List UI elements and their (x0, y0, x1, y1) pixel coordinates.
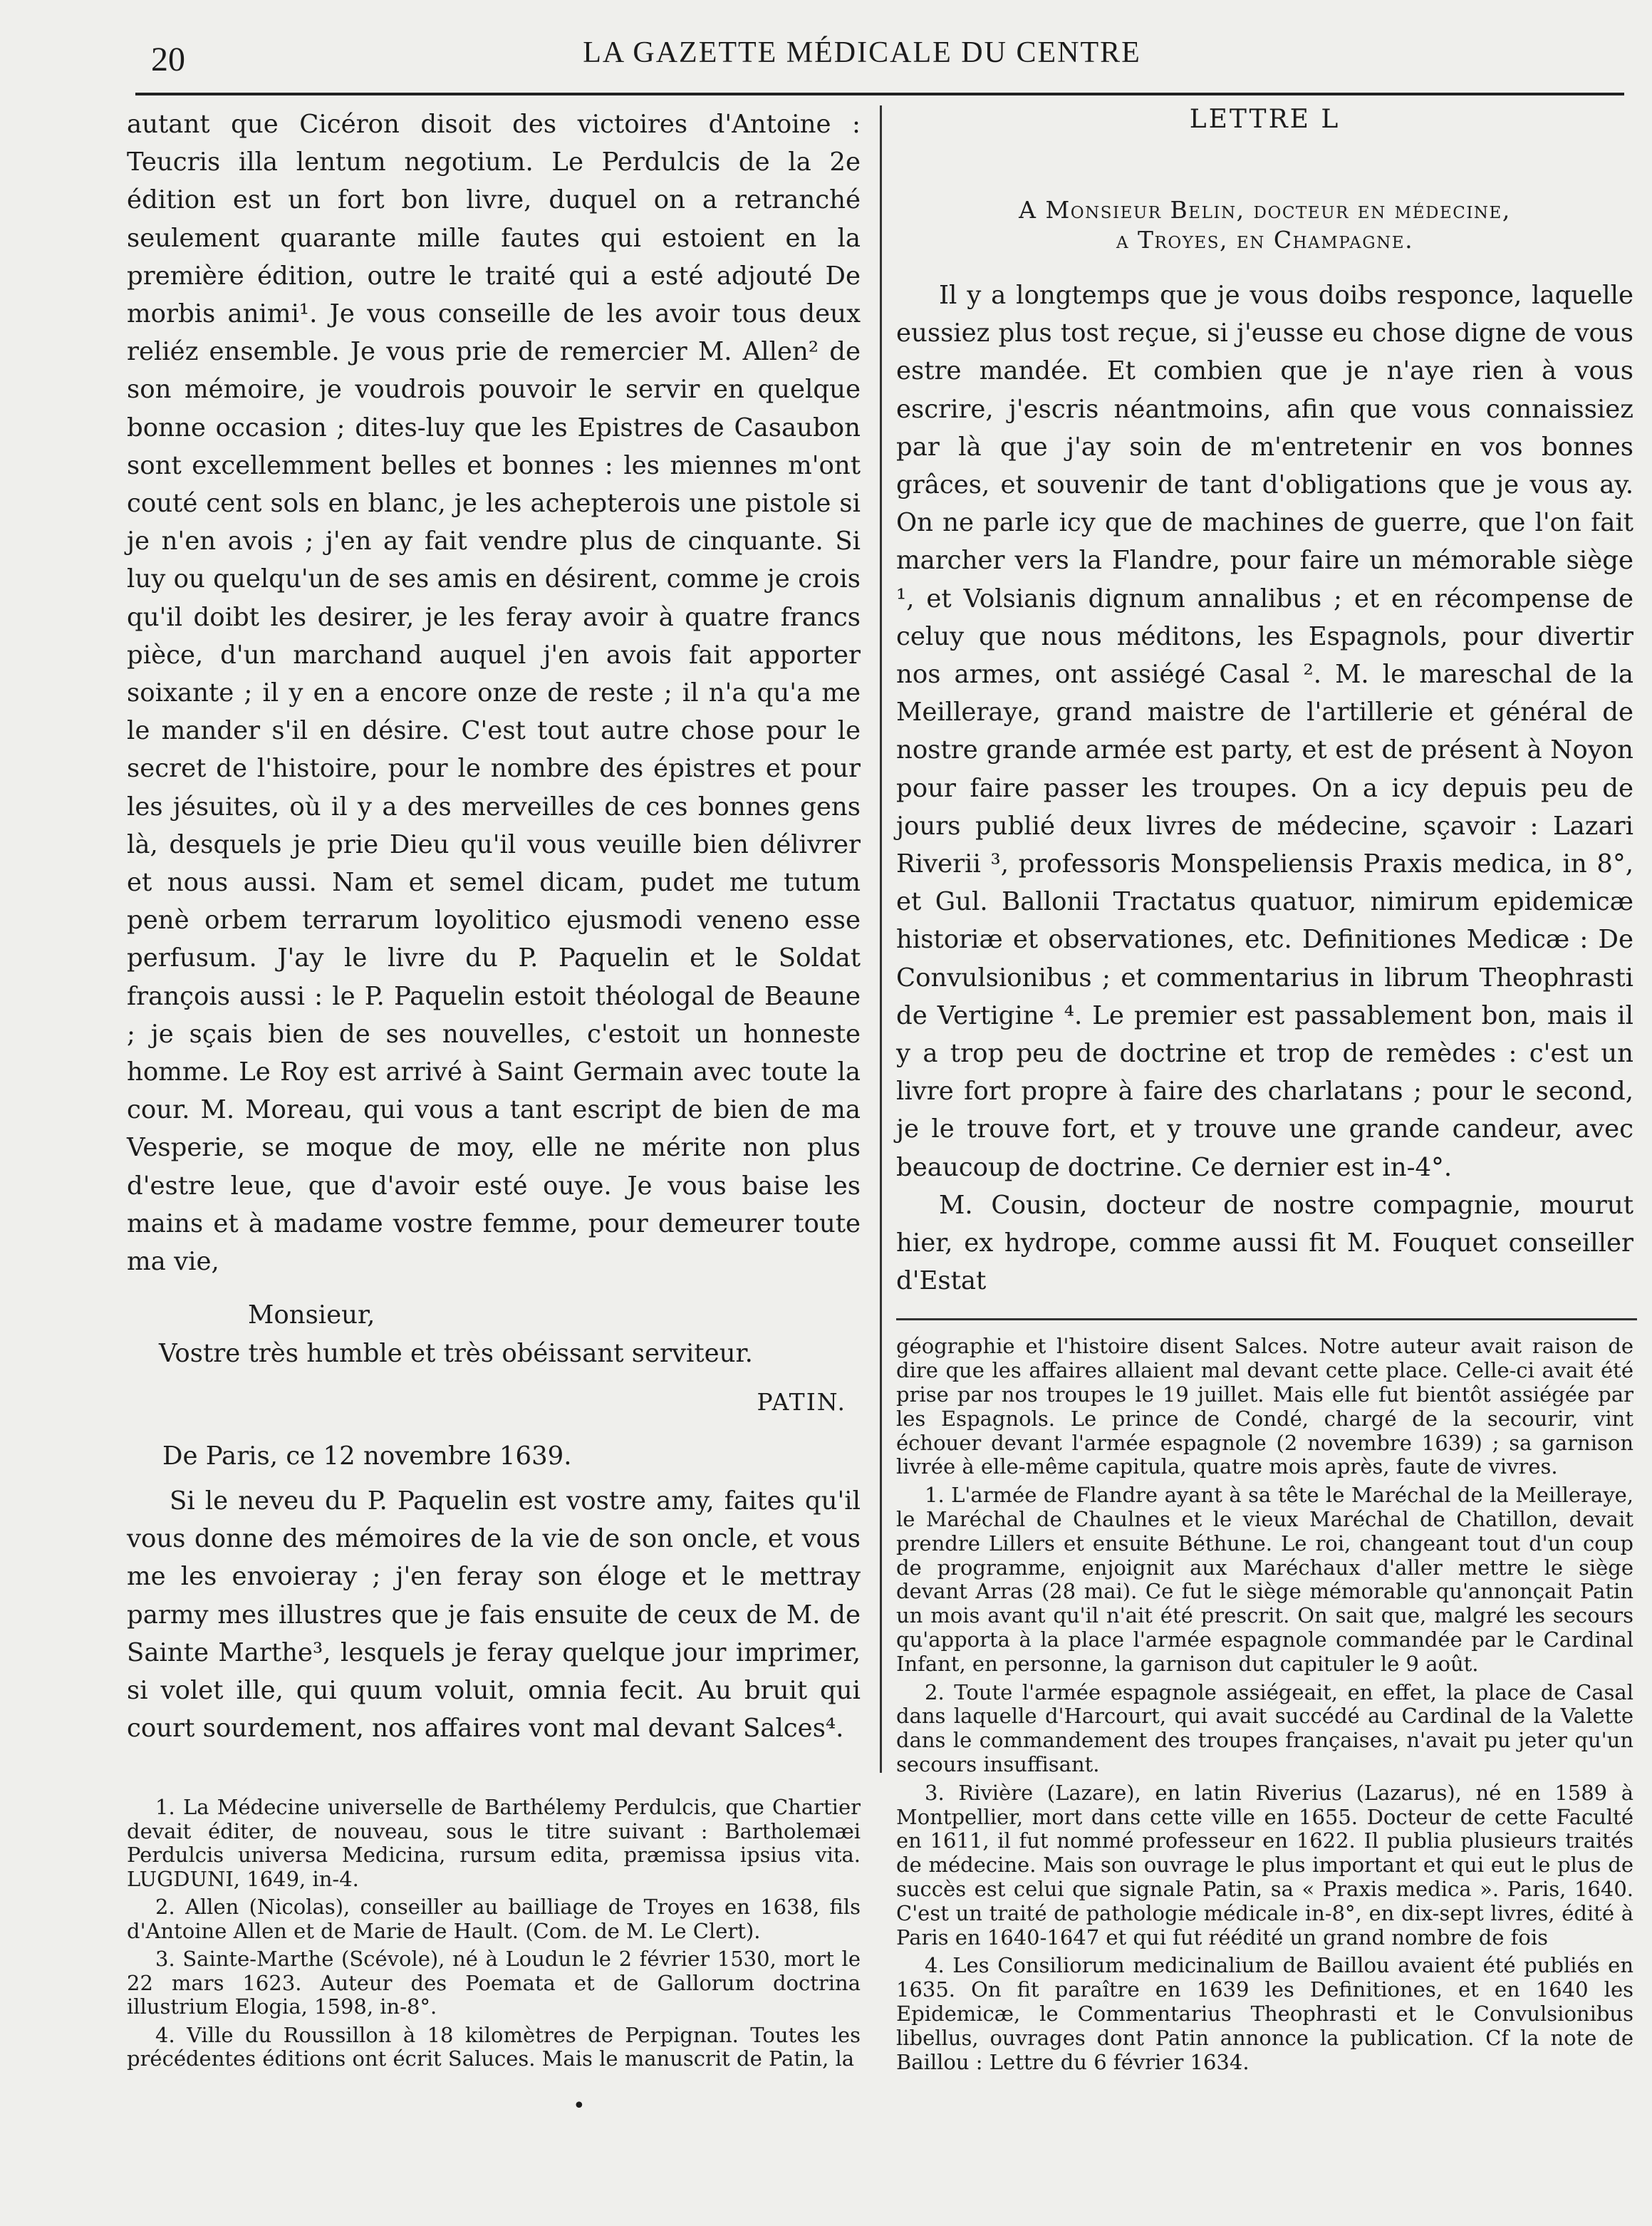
footnote: 2. Toute l'armée espagnole assiégeait, en effet, la place de Casal dans laquelle d'Harcourt, qui avait succédé au Cardinal de la Valette dans le commandement des troupes françaises, n'avait pu jeter qu'un secours insuffisant. (896, 1679, 1633, 1777)
footnote: 4. Les Consiliorum medicinalium de Baillou avaient été publiés en 1635. On fit paraître en 1639 les Definitiones, et en 1640 les Epidemicæ, le Commentarius Theophrasti et le Convulsionibus libellus, ouvrages dont Patin annonce la publication. Cf la note de Baillou : Lettre du 6 février 1634. (896, 1953, 1633, 2074)
right-column (896, 105, 1633, 2079)
footnote: 3. Sainte-Marthe (Scévole), né à Loudun le 2 février 1530, mort le 22 mars 1623. Auteur des Poemata et de Gallorum doctrina illustrium Elogia, 1598, in-8°. (127, 1947, 861, 2019)
right-footnotes (896, 1335, 1633, 2074)
page-number: 20 (151, 41, 185, 78)
header-rule (135, 93, 1624, 95)
footnote: 2. Allen (Nicolas), conseiller au bailliage de Troyes en 1638, fils d'Antoine Allen et de Marie de Hault. (Com. de M. Le Clert). (127, 1895, 861, 1943)
footnote: 3. Rivière (Lazare), en latin Riverius (Lazarus), né en 1589 à Montpellier, mort dans cette ville en 1655. Docteur de cette Faculté en 1611, il fut nommé professeur en 1622. Il publia plusieurs traités de médecine. Mais son ouvrage le plus important et qui eut le plus de succès est celui que signale Patin, sa « Praxis medica ». Paris, 1640. C'est un traité de pathologie médicale in-8°, en dix-sept livres, édité à Paris en 1640-1647 et qui fut réédité un grand nombre de fois (896, 1780, 1633, 1950)
left-footnotes (127, 1796, 861, 2071)
footnote: 1. La Médecine universelle de Barthélemy Perdulcis, que Chartier devait éditer, de nouveau, sous le titre suivant : Bartholemæi Perdulcis universa Medicina, rursum edita, præmissa ipsius vita. LUGDUNI, 1649, in-4. (127, 1795, 861, 1891)
left-column (127, 105, 861, 2076)
postscript: Si le neveu du P. Paquelin est vostre amy, faites qu'il vous donne des mémoires de la vie de son oncle, et vous me les envoieray ; j'en feray son éloge et le mettray parmy mes illustres que je fais ensuite de ceux de M. de Sainte Marthe³, lesquels je feray quelque jour imprimer, si volet ille, qui quum voluit, omnia fecit. Au bruit qui court sourdement, nos affaires vont mal devant Salces⁴. (127, 1486, 861, 1744)
right-paragraph-1: Il y a longtemps que je vous doibs responce, laquelle eussiez plus tost reçue, si j'eusse eu chose digne de vous estre mandée. Et combien que je n'aye rien à vous escrire, j'escris néantmoins, afin que vous connaissiez par là que j'ay soin de m'entretenir en vos bonnes grâces, et souvenir de tant d'obligations que je vous ay. On ne parle icy que de machines de guerre, que l'on fait marcher vers la Flandre, pour faire un mémorable siège ¹, et Volsianis dignum annalibus ; et en récompense de celuy que nous méditons, les Espagnols, pour divertir nos armes, ont assiégé Casal ². M. le mareschal de la Meilleraye, grand maistre de l'artillerie et général de nostre grande armée est party, et est de présent à Noyon pour faire passer les troupes. On a icy depuis peu de jours publié deux livres de médecine, sçavoir : Lazari Riverii ³, professoris Monspeliensis Praxis medica, in 8°, et Gul. Ballonii Tractatus quatuor, nimirum epidemicæ historiæ et observationes, etc. Definitiones Medicæ : De Convulsionibus ; et commentarius in librum Theophrasti de Vertigine ⁴. Le premier est passablement bon, mais il y a trop peu de doctrine et trop de remèdes : c'est un livre fort propre à faire des charlatans ; pour le second, je le trouve fort, et y trouve une grande candeur, avec beaucoup de doctrine. Ce dernier est in-4°. (896, 281, 1633, 1182)
page-dot: • (573, 2093, 586, 2118)
right-paragraph-2: M. Cousin, docteur de nostre compagnie, mourut hier, ex hydrope, comme aussi fit M. Fouquet conseiller d'Estat (896, 1190, 1633, 1296)
closing-formula: Vostre très humble et très obéissant serviteur. (159, 1338, 753, 1368)
addressee-line: A Monsieur Belin, docteur en médecine, (1019, 196, 1511, 224)
column-divider (880, 105, 882, 1773)
signature: PATIN. (757, 1387, 846, 1416)
footnote: 1. L'armée de Flandre ayant à sa tête le Maréchal de la Meilleraye, le Maréchal de Chaulnes et le vieux Maréchal de Chatillon, devait prendre Lillers et ensuite Béthune. Le roi, changeant tout d'un coup de programme, enjoignit aux Maréchaux d'aller mettre le siège devant Arras (28 mai). Ce fut le siège mémorable qu'annonçait Patin un mois avant qu'il n'ait été prescrit. On sait que, malgré les secours qu'apporta à la place l'armée espagnole commandée par le Cardinal Infant, en personne, la garnison dut capituler le 9 août. (896, 1483, 1633, 1676)
letter-title: LETTRE L (1189, 105, 1341, 134)
addressee-line: a Troyes, en Champagne. (1116, 226, 1414, 254)
dateline: De Paris, ce 12 novembre 1639. (162, 1441, 572, 1471)
footnote-rule (896, 1318, 1637, 1320)
footnote-continuation: géographie et l'histoire disent Salces. Notre auteur avait raison de dire que les affaires allaient mal devant cette place. Celle-ci avait été prise par nos troupes le 19 juillet. Mais elle fut bientôt assiégée par les Espagnols. Le prince de Condé, chargé de la secourir, vint échouer devant l'armée espagnole (2 novembre 1639) ; sa garnison livrée à elle-même capitula, quatre mois après, faute de vivres. (896, 1334, 1633, 1479)
running-title: LA GAZETTE MÉDICALE DU CENTRE (583, 36, 1141, 69)
footnote: 4. Ville du Roussillon à 18 kilomètres de Perpignan. Toutes les précédentes éditions ont écrit Saluces. Mais le manuscrit de Patin, la (127, 2022, 861, 2071)
salutation: Monsieur, (248, 1300, 375, 1330)
addressee (896, 195, 1633, 255)
left-body-paragraph: autant que Cicéron disoit des victoires d'Antoine : Teucris illa lentum negotium. Le Perdulcis de la 2e édition est un fort bon livre, duquel on a retranché seulement quarante mille fautes qui estoient en la première édition, outre le traité qui a esté adjouté De morbis animi¹. Je vous conseille de les avoir tous deux reliéz ensemble. Je vous prie de remercier M. Allen² de son mémoire, je voudrois pouvoir le servir en quelque bonne occasion ; dites-luy que les Epistres de Casaubon sont excellemment belles et bonnes : les miennes m'ont couté cent sols en blanc, je les achepterois une pistole si je n'en avois ; j'en ay fait vendre plus de cinquante. Si luy ou quelqu'un de ses amis en désirent, comme je crois qu'il doibt les desirer, je les feray avoir à quatre francs pièce, d'un marchand auquel j'en avois fait apporter soixante ; il y en a encore onze de reste ; il n'a qu'a me le mander s'il en désire. C'est tout autre chose pour le secret de l'histoire, pour le nombre des épistres et pour les jésuites, où il y a des merveilles de ces bonnes gens là, desquels je prie Dieu qu'il vous veuille bien délivrer et nous aussi. Nam et semel dicam, pudet me tutum penè orbem terrarum loyolitico ejusmodi veneno esse perfusum. J'ay le livre du P. Paquelin et le Soldat françois aussi : le P. Paquelin estoit théologal de Beaune ; je sçais bien de ses nouvelles, c'estoit un honneste homme. Le Roy est arrivé à Saint Germain avec toute la cour. M. Moreau, qui vous a tant escript de bien de ma Vesperie, se moque de moy, elle ne mérite non plus d'estre leue, que d'avoir esté ouye. Je vous baise les mains et à madame vostre femme, pour demeurer toute ma vie, (127, 110, 861, 1277)
